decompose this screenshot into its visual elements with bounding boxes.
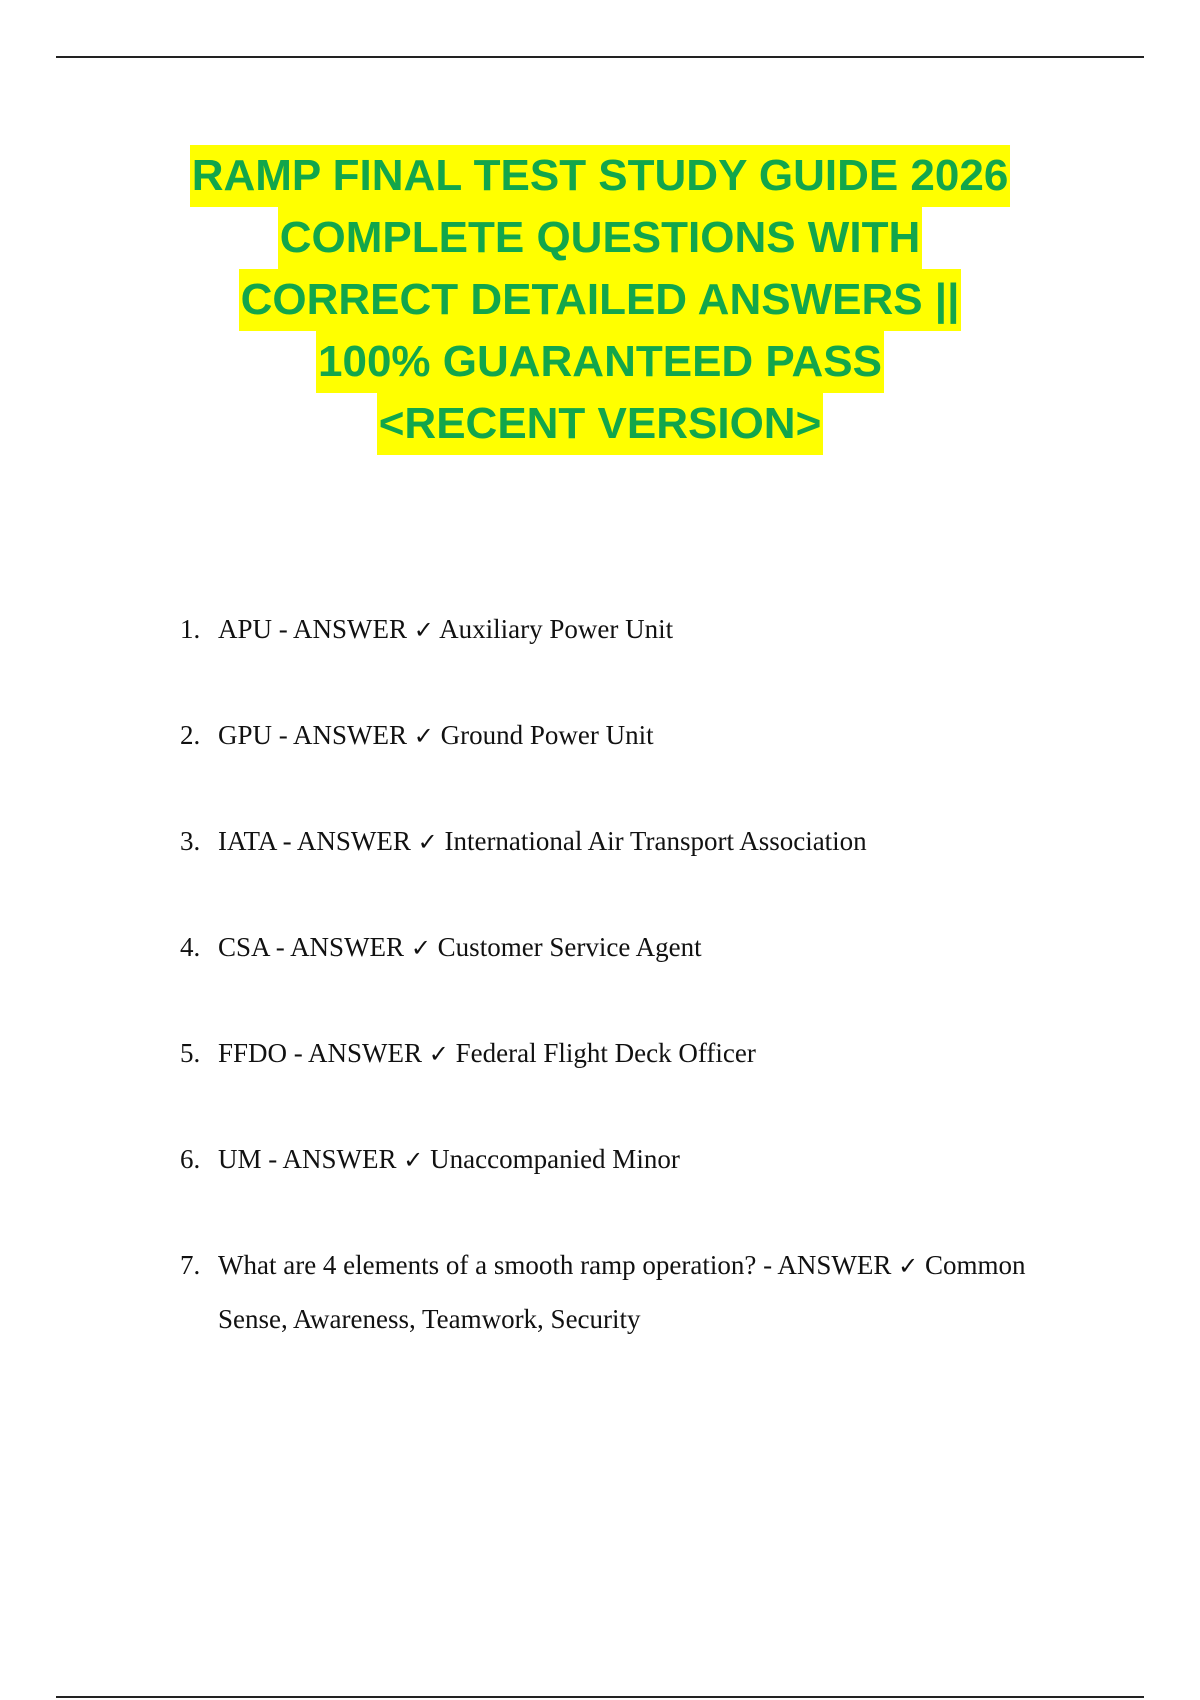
qa-item: 4. CSA - ANSWER ✓ Customer Service Agent [180, 921, 1080, 975]
answer-text: Unaccompanied Minor [430, 1144, 680, 1174]
qa-item: 1. APU - ANSWER ✓ Auxiliary Power Unit [180, 603, 1080, 657]
checkmark-icon: ✓ [417, 828, 438, 856]
answer-text: Customer Service Agent [437, 932, 702, 962]
item-number: 7. [180, 1250, 201, 1280]
answer-text: Ground Power Unit [440, 720, 654, 750]
answer-label: ANSWER [777, 1250, 892, 1280]
title-line-3: CORRECT DETAILED ANSWERS || [239, 269, 962, 331]
checkmark-icon: ✓ [898, 1252, 919, 1280]
question-text: UM [218, 1144, 262, 1174]
question-text: FFDO [218, 1038, 288, 1068]
item-number: 4. [180, 932, 201, 962]
checkmark-icon: ✓ [428, 1040, 449, 1068]
answer-label: ANSWER [296, 826, 411, 856]
question-text: GPU [218, 720, 273, 750]
answer-label: ANSWER [282, 1144, 397, 1174]
item-number: 1. [180, 614, 201, 644]
qa-list [180, 603, 1080, 1398]
answer-label: ANSWER [293, 720, 408, 750]
answer-text: Federal Flight Deck Officer [455, 1038, 756, 1068]
question-text: What are 4 elements of a smooth ramp operation? [218, 1250, 757, 1280]
question-text: CSA [218, 932, 270, 962]
answer-label: ANSWER [308, 1038, 423, 1068]
checkmark-icon: ✓ [413, 722, 434, 750]
answer-label: ANSWER [293, 614, 408, 644]
checkmark-icon: ✓ [410, 934, 431, 962]
answer-text: Auxiliary Power Unit [439, 614, 674, 644]
qa-item: 7. What are 4 elements of a smooth ramp operation? - ANSWER ✓ Common Sense, Awareness, Teamwork, Security [180, 1239, 1080, 1346]
qa-item: 5. FFDO - ANSWER ✓ Federal Flight Deck Officer [180, 1027, 1080, 1081]
item-number: 6. [180, 1144, 201, 1174]
qa-item: 6. UM - ANSWER ✓ Unaccompanied Minor [180, 1133, 1080, 1187]
question-text: APU [218, 614, 273, 644]
answer-text: Common Sense, Awareness, Teamwork, Security [218, 1250, 1026, 1334]
checkmark-icon: ✓ [413, 616, 434, 644]
answer-text: International Air Transport Association [444, 826, 867, 856]
qa-item: 3. IATA - ANSWER ✓ International Air Transport Association [180, 815, 1080, 869]
top-rule [56, 56, 1144, 58]
document-title [100, 145, 1100, 455]
item-number: 3. [180, 826, 201, 856]
item-number: 5. [180, 1038, 201, 1068]
item-number: 2. [180, 720, 201, 750]
bottom-rule [56, 1696, 1144, 1698]
title-line-5: <RECENT VERSION> [377, 393, 824, 455]
qa-item: 2. GPU - ANSWER ✓ Ground Power Unit [180, 709, 1080, 763]
checkmark-icon: ✓ [403, 1146, 424, 1174]
title-line-2: COMPLETE QUESTIONS WITH [278, 207, 922, 269]
answer-label: ANSWER [290, 932, 405, 962]
title-line-1: RAMP FINAL TEST STUDY GUIDE 2026 [190, 145, 1011, 207]
title-line-4: 100% GUARANTEED PASS [316, 331, 884, 393]
question-text: IATA [218, 826, 276, 856]
